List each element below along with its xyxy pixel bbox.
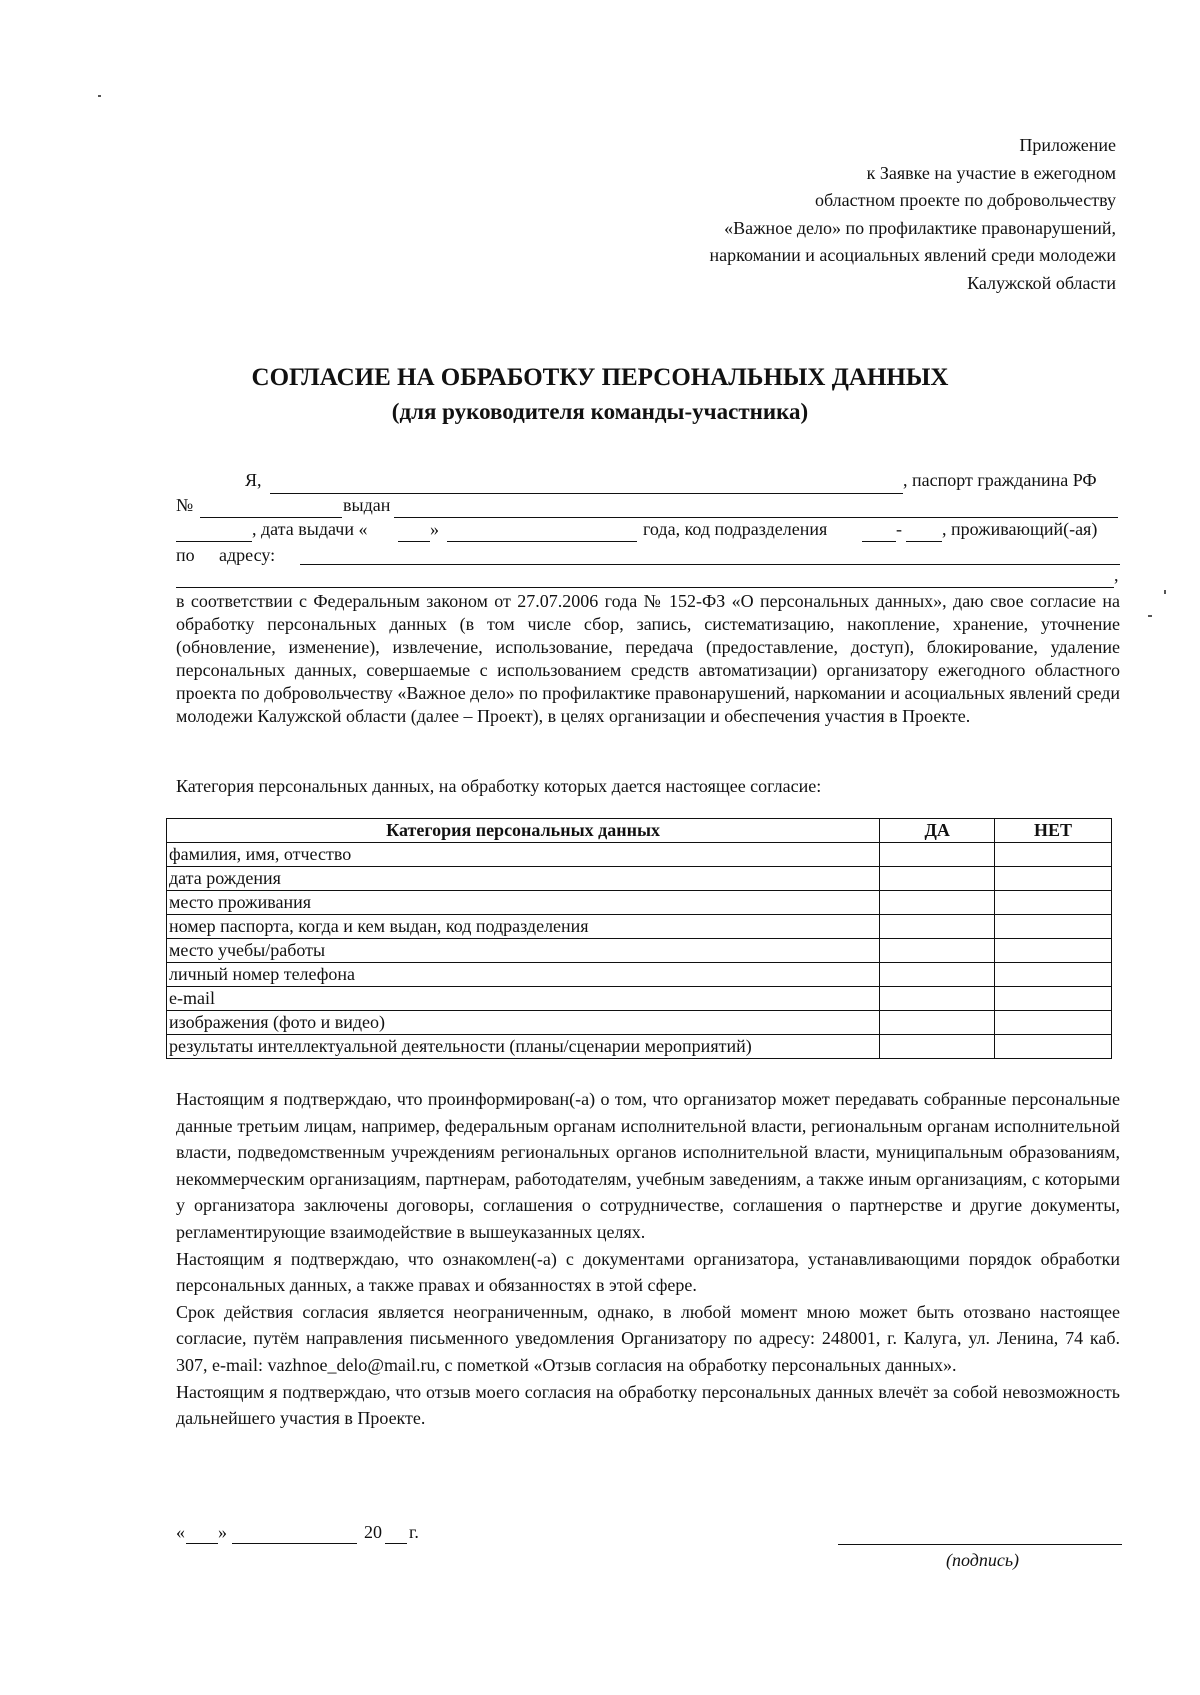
document-subtitle: (для руководителя команды-участника) [391,399,809,424]
table-row [167,915,1112,939]
no-cell[interactable] [995,1035,1112,1059]
info-transfer-paragraph: Настоящим я подтверждаю, что проинформирован(-а) о том, что организатор может передавать собранные персональные данные третьим лицам, например, федеральным органам исполнительной власти, региональным органам исполнительной власти, подведомственным учреждениям региональных органов исполнительной власти, муниципальным образованиям, некоммерческим организациям, партнерам, работодателям, учебным заведениям, а также иным организациям, с которыми у организатора заключены договоры, соглашения о сотрудничестве, соглашения о партнерстве и другие документы, регламентирующие взаимодействие в вышеуказанных целях. [176,1089,1120,1242]
consent-paragraph: в соответствии с Федеральным законом от 27.07.2006 года № 152-ФЗ «О персональных данных», даю свое согласие на обработку персональных данных (в том числе сбор, запись, систематизацию, накопление, хранение, уточнение (обновление, изменение), извлечение, использование, передача (предоставление, доступ), блокирование, удаление персональных данных, совершаемые с использованием средств автоматизации) организатору ежегодного областного проекта по добровольчеству «Важное дело» по профилактике правонарушений, наркомании и асоциальных явлений среди молодежи Калужской области (далее – Проект), в целях организации и обеспечения участия в Проекте. [176,591,1120,726]
year-prefix: 20 [364,1522,382,1542]
no-cell[interactable] [995,891,1112,915]
issued-label: выдан [343,495,391,515]
appendix-line: наркомании и асоциальных явлений среди молодежи [709,245,1116,265]
issued-by-continued-field[interactable] [176,540,252,542]
resident-label: , проживающий(-ая) [942,519,1098,539]
categories-table [166,818,1112,1059]
category-cell: место проживания [167,891,880,915]
subdivision-code-part1-field[interactable] [862,540,896,542]
table-row [167,939,1112,963]
category-cell: личный номер телефона [167,963,880,987]
code-dash: - [896,519,902,539]
signature-field[interactable] [838,1543,1122,1545]
category-intro: Категория персональных данных, на обработку которых дается настоящее согласие: [176,776,822,796]
category-cell: фамилия, имя, отчество [167,843,880,867]
document-title: СОГЛАСИЕ НА ОБРАБОТКУ ПЕРСОНАЛЬНЫХ ДАННЫХ [251,364,949,391]
yes-cell[interactable] [880,915,995,939]
validity-paragraph: Срок действия согласия является неограниченным, однако, в любой момент мною может быть отозвано настоящее согласие, путём направления письменного уведомления Организатору по адресу: 248001, г. Калуга, ул. Ленина, 74 каб. 307, e-mail: vazhnoe_delo@mail.ru, с пометкой «Отзыв согласия на обработку персональных данных». [176,1301,1120,1375]
no-cell[interactable] [995,987,1112,1011]
date-quote-close: » [218,1522,227,1542]
yes-cell[interactable] [880,843,995,867]
i-label: Я, [245,470,262,490]
quote-close: » [430,519,439,539]
no-cell[interactable] [995,963,1112,987]
yes-cell[interactable] [880,891,995,915]
issue-day-field[interactable] [398,540,430,542]
no-cell[interactable] [995,939,1112,963]
yes-cell[interactable] [880,1035,995,1059]
number-label: № [176,495,194,515]
issue-month-field[interactable] [447,540,637,542]
signature-year-field[interactable] [385,1542,407,1544]
category-cell: дата рождения [167,867,880,891]
subdivision-code-part2-field[interactable] [906,540,942,542]
withdrawal-consequence-paragraph: Настоящим я подтверждаю, что отзыв моего согласия на обработку персональных данных влечёт за собой невозможность дальнейшего участия в Проекте. [176,1381,1120,1429]
yes-cell[interactable] [880,939,995,963]
address-po: по [176,545,195,565]
table-row [167,987,1112,1011]
table-row [167,843,1112,867]
appendix-line: «Важное дело» по профилактике правонарушений, [724,217,1116,238]
date-quote-open: « [176,1522,185,1542]
category-cell: изображения (фото и видео) [167,1011,880,1035]
issued-by-field[interactable] [394,516,1118,518]
yes-cell[interactable] [880,1011,995,1035]
table-row [167,891,1112,915]
column-header-category: Категория персональных данных [167,819,880,843]
table-row [167,867,1112,891]
scan-speck [1148,615,1152,617]
table-row [167,1035,1112,1059]
category-cell: e-mail [167,987,880,1011]
appendix-line: Приложение [1019,135,1116,155]
year-suffix: г. [409,1522,419,1542]
passport-label: , паспорт гражданина РФ [903,470,1097,490]
passport-number-field[interactable] [200,516,342,518]
year-code-label: года, код подразделения [643,519,828,539]
signature-day-field[interactable] [186,1542,218,1544]
no-cell[interactable] [995,915,1112,939]
table-row [167,963,1112,987]
scan-speck [98,95,101,97]
appendix-block [516,132,1116,297]
address-field[interactable] [300,563,1120,565]
category-cell: номер паспорта, когда и кем выдан, код подразделения [167,915,880,939]
full-name-field[interactable] [270,492,903,494]
body-paragraphs [176,1086,1120,1432]
yes-cell[interactable] [880,867,995,891]
appendix-line: Калужской области [967,272,1116,293]
documents-acknowledgement-paragraph: Настоящим я подтверждаю, что ознакомлен(-а) с документами организатора, устанавливающими порядок обработки персональных данных, а также правах и обязанностях в этой сфере. [176,1248,1120,1296]
category-cell: результаты интеллектуальной деятельности (планы/сценарии мероприятий) [167,1035,880,1059]
yes-cell[interactable] [880,987,995,1011]
category-cell: место учебы/работы [167,939,880,963]
address-continued-field[interactable] [176,586,1114,588]
signature-label: (подпись) [946,1550,1020,1570]
appendix-line: к Заявке на участие в ежегодном [866,162,1116,183]
issue-date-label: , дата выдачи « [252,519,368,539]
address-comma: , [1114,565,1119,585]
signature-month-field[interactable] [232,1542,357,1544]
address-label: адресу: [219,545,276,565]
no-cell[interactable] [995,843,1112,867]
table-row [167,1011,1112,1035]
no-cell[interactable] [995,1011,1112,1035]
no-cell[interactable] [995,867,1112,891]
column-header-yes: ДА [880,819,995,843]
yes-cell[interactable] [880,963,995,987]
appendix-line: областном проекте по добровольчеству [814,190,1116,210]
scan-speck [1164,590,1166,594]
table-header-row [167,819,1112,843]
column-header-no: НЕТ [995,819,1112,843]
